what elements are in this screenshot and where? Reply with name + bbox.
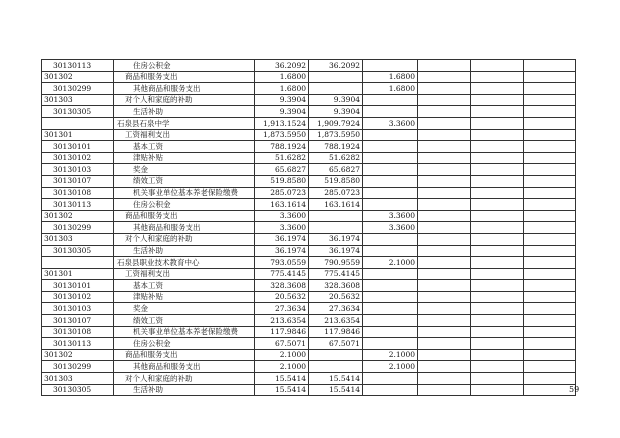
project-expenditure-cell [363,152,418,164]
project-expenditure-cell [363,187,418,199]
account-code-cell: 30130113 [42,60,114,72]
basic-expenditure-cell: 775.4145 [309,268,363,280]
total-amount-cell: 67.5071 [255,338,309,350]
account-code-cell: 30130103 [42,164,114,176]
empty-cell [471,245,524,257]
item-name-cell: 机关事业单位基本养老保险缴费 [114,187,255,199]
empty-cell [418,268,471,280]
item-name-cell: 住房公积金 [114,60,255,72]
total-amount-cell: 20.5632 [255,291,309,303]
empty-cell [418,303,471,315]
basic-expenditure-cell: 163.1614 [309,199,363,211]
empty-cell [418,291,471,303]
item-name-cell: 商品和服务支出 [114,71,255,83]
total-amount-cell: 1,913.1524 [255,117,309,129]
table-row [42,164,576,176]
item-name-cell: 商品和服务支出 [114,210,255,222]
account-code-cell: 30130103 [42,303,114,315]
item-name-cell: 其他商品和服务支出 [114,83,255,95]
empty-cell [471,210,524,222]
table-row [42,303,576,315]
empty-cell [471,83,524,95]
account-code-cell: 30130102 [42,152,114,164]
table-row [42,245,576,257]
empty-cell [471,384,524,396]
account-code-cell: 30130107 [42,315,114,327]
empty-cell [418,210,471,222]
total-amount-cell: 519.8580 [255,175,309,187]
account-code-cell: 301302 [42,71,114,83]
account-code-cell: 30130102 [42,291,114,303]
account-code-cell: 301301 [42,129,114,141]
basic-expenditure-cell: 36.1974 [309,245,363,257]
item-name-cell: 对个人和家庭的补助 [114,233,255,245]
empty-cell [418,71,471,83]
empty-cell [471,106,524,118]
empty-cell [418,373,471,385]
account-code-cell [42,117,114,129]
item-name-cell: 对个人和家庭的补助 [114,94,255,106]
project-expenditure-cell: 1.6800 [363,71,418,83]
item-name-cell: 奖金 [114,303,255,315]
basic-expenditure-cell: 67.5071 [309,338,363,350]
empty-cell [418,384,471,396]
total-amount-cell: 65.6827 [255,164,309,176]
account-code-cell: 301303 [42,233,114,245]
empty-cell [418,280,471,292]
empty-cell [418,199,471,211]
empty-cell [471,291,524,303]
account-code-cell: 30130299 [42,83,114,95]
project-expenditure-cell [363,326,418,338]
empty-cell [418,94,471,106]
empty-cell [471,152,524,164]
account-code-cell: 30130101 [42,280,114,292]
item-name-cell: 住房公积金 [114,199,255,211]
item-name-cell: 绩效工资 [114,315,255,327]
empty-cell [418,222,471,234]
total-amount-cell: 15.5414 [255,373,309,385]
empty-cell [524,349,576,361]
item-name-cell: 基本工资 [114,141,255,153]
basic-expenditure-cell [309,83,363,95]
account-code-cell: 301303 [42,94,114,106]
project-expenditure-cell [363,106,418,118]
table-row [42,373,576,385]
empty-cell [418,83,471,95]
basic-expenditure-cell: 15.5414 [309,384,363,396]
empty-cell [524,141,576,153]
empty-cell [524,83,576,95]
empty-cell [524,117,576,129]
project-expenditure-cell [363,199,418,211]
basic-expenditure-cell: 51.6282 [309,152,363,164]
project-expenditure-cell [363,94,418,106]
empty-cell [524,315,576,327]
empty-cell [471,164,524,176]
account-code-cell: 30130305 [42,245,114,257]
basic-expenditure-cell: 213.6354 [309,315,363,327]
table-row [42,141,576,153]
empty-cell [418,141,471,153]
empty-cell [471,94,524,106]
empty-cell [471,233,524,245]
item-name-cell: 生活补助 [114,106,255,118]
basic-expenditure-cell: 788.1924 [309,141,363,153]
table-row [42,280,576,292]
basic-expenditure-cell: 9.3904 [309,106,363,118]
item-name-cell: 绩效工资 [114,175,255,187]
empty-cell [471,257,524,269]
total-amount-cell: 788.1924 [255,141,309,153]
empty-cell [418,60,471,72]
empty-cell [471,141,524,153]
table-row [42,187,576,199]
account-code-cell: 30130113 [42,199,114,211]
table-row [42,315,576,327]
empty-cell [524,71,576,83]
basic-expenditure-cell [309,361,363,373]
table-row [42,222,576,234]
budget-table [41,59,576,396]
basic-expenditure-cell: 285.0723 [309,187,363,199]
table-row [42,326,576,338]
total-amount-cell: 213.6354 [255,315,309,327]
empty-cell [418,349,471,361]
item-name-cell: 对个人和家庭的补助 [114,373,255,385]
item-name-cell: 生活补助 [114,384,255,396]
project-expenditure-cell [363,60,418,72]
basic-expenditure-cell: 519.8580 [309,175,363,187]
item-name-cell: 奖金 [114,164,255,176]
table-row [42,257,576,269]
basic-expenditure-cell: 790.9559 [309,257,363,269]
account-code-cell: 30130108 [42,326,114,338]
item-name-cell: 津贴补贴 [114,152,255,164]
basic-expenditure-cell [309,222,363,234]
empty-cell [524,199,576,211]
table-row [42,349,576,361]
account-code-cell: 301302 [42,210,114,222]
empty-cell [471,117,524,129]
empty-cell [418,117,471,129]
total-amount-cell: 9.3904 [255,106,309,118]
account-code-cell: 30130107 [42,175,114,187]
empty-cell [418,152,471,164]
empty-cell [524,257,576,269]
basic-expenditure-cell: 65.6827 [309,164,363,176]
account-code-cell: 30130299 [42,222,114,234]
basic-expenditure-cell: 9.3904 [309,94,363,106]
table-row [42,175,576,187]
basic-expenditure-cell: 36.1974 [309,233,363,245]
table-row [42,361,576,373]
item-name-cell: 基本工资 [114,280,255,292]
table-row [42,71,576,83]
empty-cell [471,175,524,187]
basic-expenditure-cell [309,349,363,361]
total-amount-cell: 3.3600 [255,210,309,222]
total-amount-cell: 27.3634 [255,303,309,315]
table-row [42,83,576,95]
basic-expenditure-cell: 27.3634 [309,303,363,315]
project-expenditure-cell [363,164,418,176]
empty-cell [471,199,524,211]
account-code-cell [42,257,114,269]
empty-cell [418,315,471,327]
table-row [42,152,576,164]
empty-cell [524,233,576,245]
project-expenditure-cell: 1.6800 [363,83,418,95]
item-name-cell: 石泉县石泉中学 [114,117,255,129]
project-expenditure-cell [363,141,418,153]
project-expenditure-cell [363,338,418,350]
table-row [42,60,576,72]
empty-cell [471,349,524,361]
table-row [42,338,576,350]
empty-cell [418,106,471,118]
empty-cell [524,106,576,118]
account-code-cell: 30130101 [42,141,114,153]
empty-cell [418,129,471,141]
item-name-cell: 生活补助 [114,245,255,257]
total-amount-cell: 36.1974 [255,233,309,245]
empty-cell [418,326,471,338]
table-row [42,384,576,396]
project-expenditure-cell: 2.1000 [363,257,418,269]
table-row [42,199,576,211]
empty-cell [524,187,576,199]
basic-expenditure-cell: 1,873.5950 [309,129,363,141]
project-expenditure-cell: 2.1000 [363,361,418,373]
basic-expenditure-cell [309,210,363,222]
project-expenditure-cell [363,303,418,315]
item-name-cell: 工资福利支出 [114,268,255,280]
empty-cell [524,291,576,303]
total-amount-cell: 36.2092 [255,60,309,72]
total-amount-cell: 163.1614 [255,199,309,211]
empty-cell [524,129,576,141]
account-code-cell: 30130113 [42,338,114,350]
empty-cell [524,94,576,106]
empty-cell [418,361,471,373]
empty-cell [471,373,524,385]
basic-expenditure-cell: 328.3608 [309,280,363,292]
project-expenditure-cell: 3.3600 [363,210,418,222]
table-row [42,233,576,245]
project-expenditure-cell [363,291,418,303]
empty-cell [471,361,524,373]
project-expenditure-cell [363,233,418,245]
table-body [42,60,576,396]
table-row [42,210,576,222]
empty-cell [471,315,524,327]
account-code-cell: 301303 [42,373,114,385]
item-name-cell: 住房公积金 [114,338,255,350]
empty-cell [524,245,576,257]
empty-cell [524,303,576,315]
table-row [42,268,576,280]
empty-cell [524,164,576,176]
basic-expenditure-cell: 117.9846 [309,326,363,338]
page-number: 59 [569,385,580,394]
empty-cell [524,280,576,292]
account-code-cell: 301301 [42,268,114,280]
empty-cell [471,280,524,292]
account-code-cell: 30130305 [42,384,114,396]
empty-cell [418,187,471,199]
basic-expenditure-cell: 20.5632 [309,291,363,303]
project-expenditure-cell: 3.3600 [363,222,418,234]
project-expenditure-cell [363,129,418,141]
empty-cell [524,373,576,385]
empty-cell [471,222,524,234]
empty-cell [471,326,524,338]
empty-cell [524,338,576,350]
total-amount-cell: 285.0723 [255,187,309,199]
item-name-cell: 其他商品和服务支出 [114,361,255,373]
item-name-cell: 其他商品和服务支出 [114,222,255,234]
project-expenditure-cell: 3.3600 [363,117,418,129]
empty-cell [418,257,471,269]
total-amount-cell: 1,873.5950 [255,129,309,141]
account-code-cell: 30130305 [42,106,114,118]
total-amount-cell: 328.3608 [255,280,309,292]
total-amount-cell: 775.4145 [255,268,309,280]
total-amount-cell: 9.3904 [255,94,309,106]
table-row [42,129,576,141]
empty-cell [524,222,576,234]
item-name-cell: 石泉县职业技术教育中心 [114,257,255,269]
table-row [42,291,576,303]
total-amount-cell: 1.6800 [255,83,309,95]
empty-cell [524,361,576,373]
basic-expenditure-cell: 15.5414 [309,373,363,385]
total-amount-cell: 793.0559 [255,257,309,269]
total-amount-cell: 51.6282 [255,152,309,164]
table-row [42,94,576,106]
basic-expenditure-cell: 36.2092 [309,60,363,72]
empty-cell [524,384,576,396]
empty-cell [524,326,576,338]
item-name-cell: 津贴补贴 [114,291,255,303]
empty-cell [418,245,471,257]
empty-cell [471,303,524,315]
project-expenditure-cell [363,245,418,257]
project-expenditure-cell [363,384,418,396]
empty-cell [471,187,524,199]
project-expenditure-cell [363,315,418,327]
item-name-cell: 商品和服务支出 [114,349,255,361]
empty-cell [471,129,524,141]
basic-expenditure-cell [309,71,363,83]
empty-cell [471,268,524,280]
empty-cell [524,268,576,280]
total-amount-cell: 117.9846 [255,326,309,338]
table-row [42,117,576,129]
account-code-cell: 301302 [42,349,114,361]
empty-cell [524,175,576,187]
account-code-cell: 30130299 [42,361,114,373]
project-expenditure-cell [363,268,418,280]
total-amount-cell: 2.1000 [255,349,309,361]
item-name-cell: 工资福利支出 [114,129,255,141]
empty-cell [524,152,576,164]
item-name-cell: 机关事业单位基本养老保险缴费 [114,326,255,338]
empty-cell [471,338,524,350]
empty-cell [524,60,576,72]
total-amount-cell: 1.6800 [255,71,309,83]
account-code-cell: 30130108 [42,187,114,199]
project-expenditure-cell [363,175,418,187]
total-amount-cell: 2.1000 [255,361,309,373]
project-expenditure-cell: 2.1000 [363,349,418,361]
empty-cell [418,338,471,350]
total-amount-cell: 3.3600 [255,222,309,234]
empty-cell [418,175,471,187]
empty-cell [524,210,576,222]
project-expenditure-cell [363,280,418,292]
total-amount-cell: 36.1974 [255,245,309,257]
project-expenditure-cell [363,373,418,385]
table-row [42,106,576,118]
empty-cell [471,60,524,72]
empty-cell [471,71,524,83]
empty-cell [418,233,471,245]
empty-cell [418,164,471,176]
total-amount-cell: 15.5414 [255,384,309,396]
basic-expenditure-cell: 1,909.7924 [309,117,363,129]
